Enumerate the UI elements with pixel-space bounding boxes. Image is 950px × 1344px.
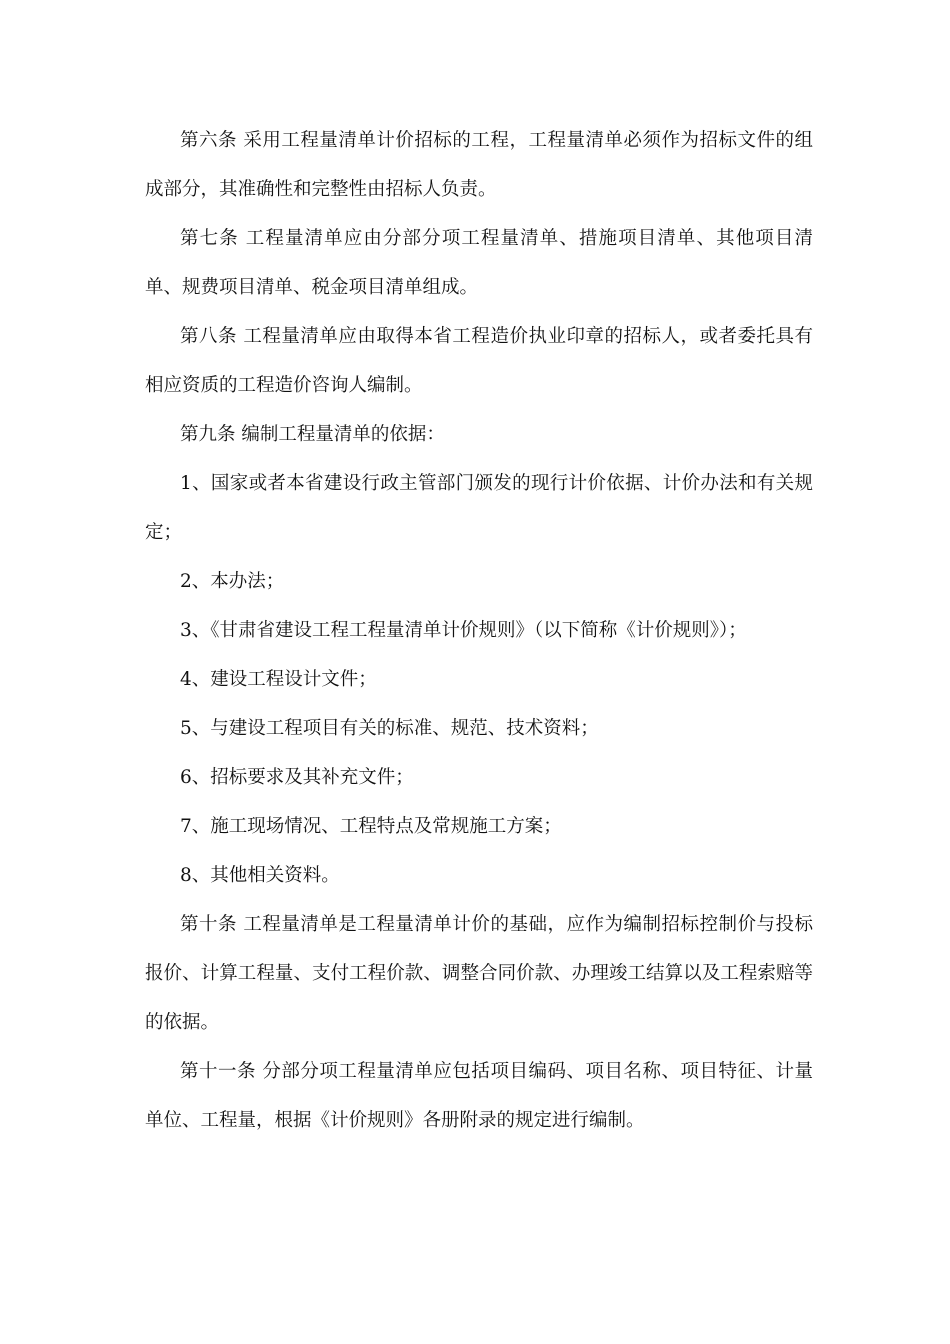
basis-item-8: 8、其他相关资料。 xyxy=(180,865,340,886)
basis-item-6: 6、招标要求及其补充文件； xyxy=(180,767,414,788)
article-7: 第七条 工程量清单应由分部分项工程量清单、措施项目清单、其他项目清单、规费项目清单、税金项目清单组成。 xyxy=(145,228,813,298)
article-10: 第十条 工程量清单是工程量清单计价的基础，应作为编制招标控制价与投标报价、计算工程量、支付工程价款、调整合同价款、办理竣工结算以及工程索赔等的依据。 xyxy=(145,914,813,1033)
basis-item-2: 2、本办法； xyxy=(180,571,285,592)
article-6: 第六条 采用工程量清单计价招标的工程，工程量清单必须作为招标文件的组成部分，其准确性和完整性由招标人负责。 xyxy=(145,130,813,200)
basis-item-1: 1、国家或者本省建设行政主管部门颁发的现行计价依据、计价办法和有关规定； xyxy=(145,473,813,543)
basis-item-5: 5、与建设工程项目有关的标准、规范、技术资料； xyxy=(180,718,599,739)
basis-item-4: 4、建设工程设计文件； xyxy=(180,669,377,690)
article-11: 第十一条 分部分项工程量清单应包括项目编码、项目名称、项目特征、计量单位、工程量，根据《计价规则》各册附录的规定进行编制。 xyxy=(145,1061,813,1131)
article-9: 第九条 编制工程量清单的依据： xyxy=(180,424,445,445)
basis-item-7: 7、施工现场情况、工程特点及常规施工方案； xyxy=(180,816,562,837)
document-body xyxy=(145,116,813,1145)
article-8: 第八条 工程量清单应由取得本省工程造价执业印章的招标人，或者委托具有相应资质的工程造价咨询人编制。 xyxy=(145,326,813,396)
basis-item-3: 3、《甘肃省建设工程工程量清单计价规则》（以下简称《计价规则》）； xyxy=(180,620,747,641)
